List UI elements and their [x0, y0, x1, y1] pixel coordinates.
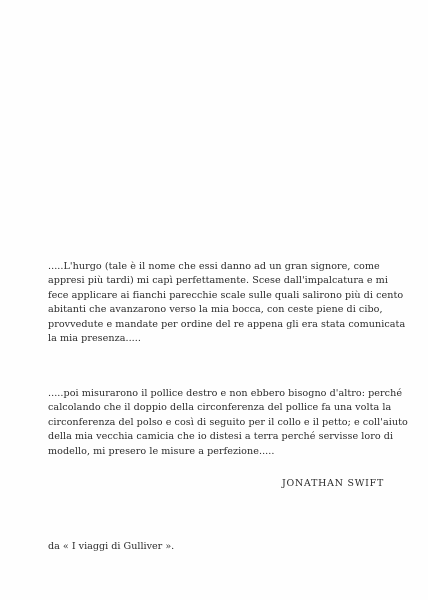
paragraph-line: la mia presenza.....	[48, 333, 141, 345]
paragraph-line: modello, mi presero le misure a perfezione.....	[48, 445, 275, 457]
paragraph-line: calcolando che il doppio della circonferenza del pollice fa una volta la	[48, 402, 392, 414]
paragraph-line: .....L'hurgo (tale è il nome che essi danno ad un gran signore, come	[48, 261, 380, 272]
paragraph-line: della mia vecchia camicia che io distesi a terra perché servisse loro di	[48, 431, 394, 443]
paragraph-line: appresi più tardi) mi capì perfettamente. Scese dall'impalcatura e mi	[48, 275, 388, 287]
paragraph-line: .....poi misurarono il pollice destro e non ebbero bisogno d'altro: perché	[48, 388, 403, 399]
source-citation: da « I viaggi di Gulliver ».	[48, 541, 175, 552]
paragraph-line: abitanti che avanzarono verso la mia bocca, con ceste piene di cibo,	[48, 304, 383, 316]
paragraph-line: fece applicare ai fianchi parecchie scale sulle quali salirono più di cento	[48, 289, 404, 301]
quote-paragraph-2	[48, 387, 408, 459]
paragraph-line: provvedute e mandate per ordine del re appena gli era stata comunicata	[48, 318, 406, 330]
author-name: JONATHAN SWIFT	[282, 478, 385, 489]
paragraph-line: circonferenza del polso e così di seguito per il collo e il petto; e coll'aiuto	[48, 416, 408, 428]
quote-paragraph-1	[48, 260, 406, 346]
